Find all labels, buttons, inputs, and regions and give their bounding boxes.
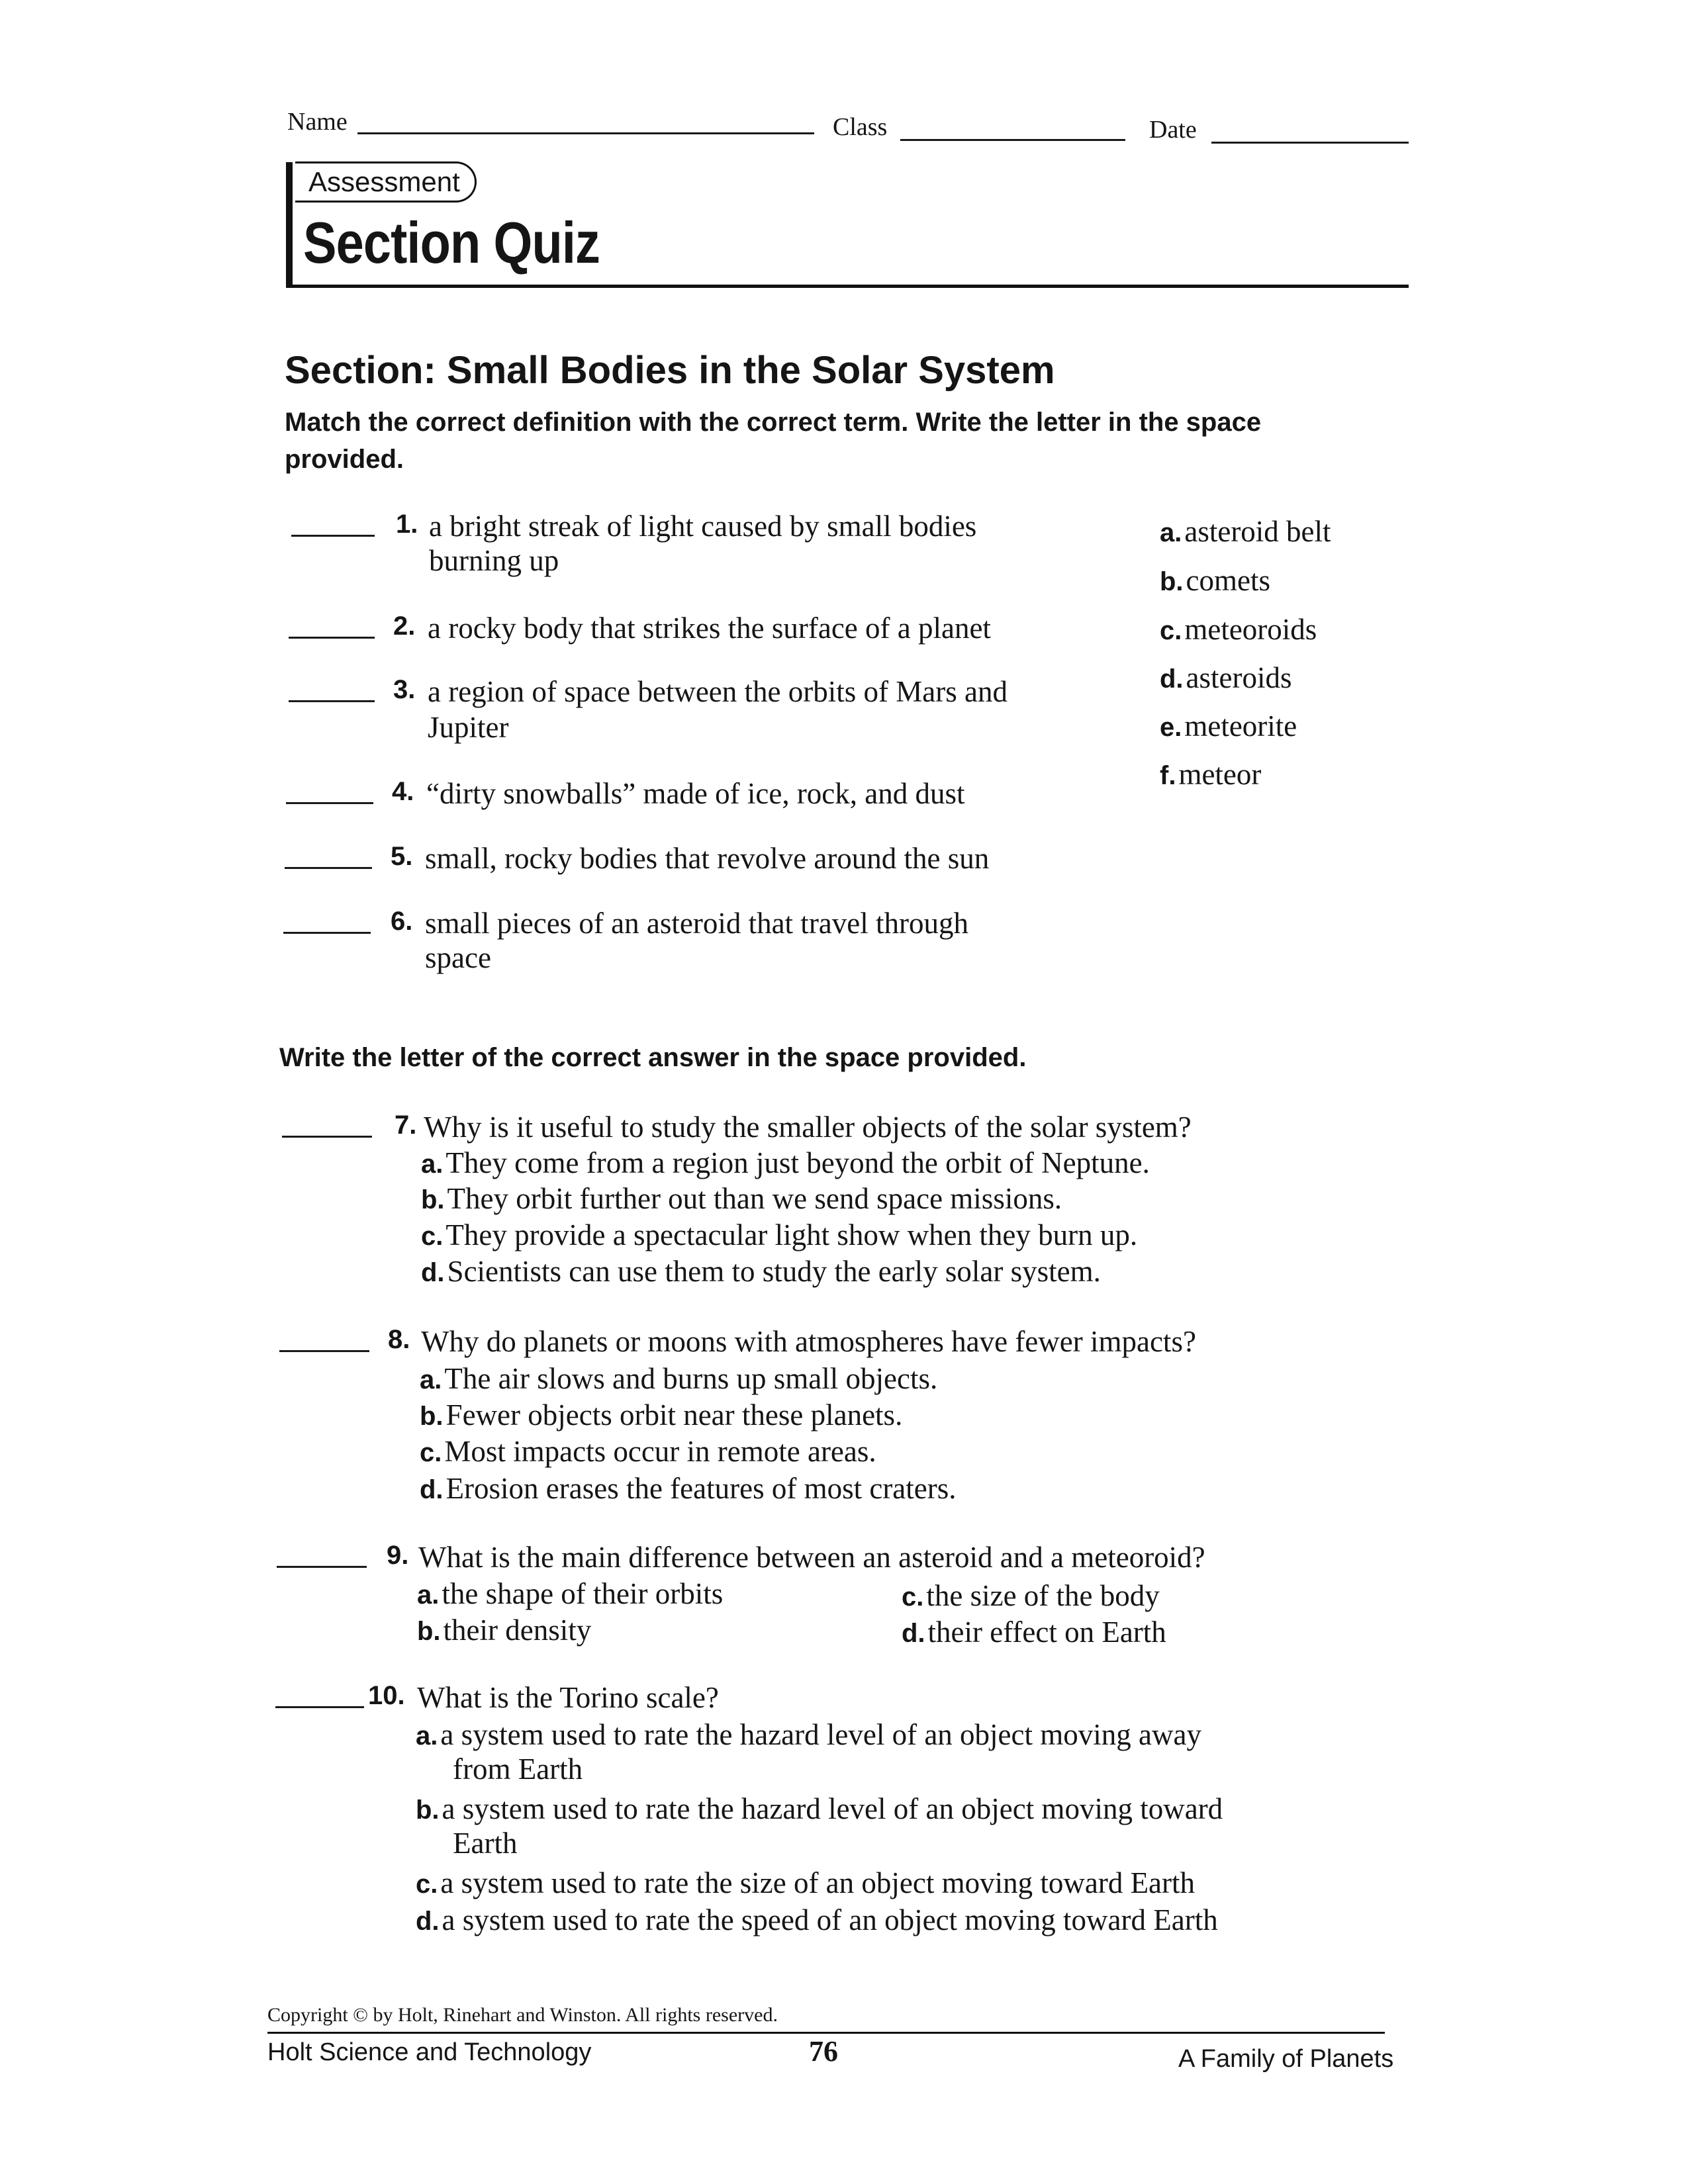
answer-blank-3[interactable] — [289, 700, 375, 702]
term-letter: d. — [1160, 664, 1184, 694]
term-letter: e. — [1160, 713, 1182, 742]
term-letter: b. — [1160, 567, 1184, 596]
answer-blank-5[interactable] — [285, 867, 372, 869]
definition-text: small, rocky bodies that revolve around the sun — [425, 842, 990, 875]
option-text: They come from a region just beyond the orbit of Neptune. — [445, 1146, 1150, 1179]
instructions-matching: Match the correct definition with the correct term. Write the letter in the space provided. — [285, 408, 1262, 474]
answer-blank-10[interactable] — [275, 1706, 364, 1708]
class-label: Class — [833, 113, 888, 141]
class-field[interactable] — [900, 139, 1125, 141]
option-a — [420, 1361, 937, 1396]
date-label: Date — [1149, 116, 1197, 144]
option-text: Scientists can use them to study the early solar system. — [447, 1255, 1101, 1288]
option-text: They orbit further out than we send space missions. — [447, 1182, 1062, 1215]
chapter-title: A Family of Planets — [1178, 2045, 1394, 2073]
answer-blank-4[interactable] — [286, 802, 373, 804]
option-a — [417, 1576, 723, 1612]
option-c — [420, 1433, 876, 1469]
option-d — [902, 1614, 1166, 1650]
question-text: What is the main difference between an asteroid and a meteoroid? — [418, 1541, 1205, 1574]
question-number: 9. — [387, 1541, 409, 1570]
question-number: 4. — [392, 777, 414, 806]
option-text-cont: from Earth — [453, 1752, 583, 1786]
definition-text: “dirty snowballs” made of ice, rock, and dust — [426, 777, 965, 810]
question-number: 1. — [396, 510, 418, 539]
page-number: 76 — [809, 2035, 838, 2068]
option-d — [420, 1471, 957, 1506]
option-letter: c. — [902, 1582, 924, 1612]
definition-text: a bright streak of light caused by small bodies — [429, 510, 977, 543]
instructions-multiple-choice: Write the letter of the correct answer in the space provided. — [279, 1043, 1027, 1072]
option-c — [902, 1578, 1160, 1614]
option-letter: d. — [420, 1475, 444, 1504]
option-text: a system used to rate the hazard level of an object moving toward — [442, 1792, 1223, 1825]
question-number: 2. — [393, 612, 416, 641]
term-letter: a. — [1160, 518, 1182, 547]
definition-text: a rocky body that strikes the surface of a planet — [428, 612, 991, 645]
option-text: The air slows and burns up small objects. — [444, 1362, 938, 1395]
answer-blank-7[interactable] — [282, 1136, 372, 1138]
option-letter: b. — [421, 1185, 445, 1214]
term-text: meteorite — [1184, 709, 1297, 743]
definition-text: small pieces of an asteroid that travel through — [425, 907, 968, 940]
question-text: Why is it useful to study the smaller objects of the solar system? — [424, 1111, 1192, 1144]
definition-text-cont: burning up — [429, 544, 559, 577]
answer-blank-1[interactable] — [291, 535, 375, 537]
option-b — [417, 1612, 591, 1648]
term-text: asteroid belt — [1184, 515, 1331, 548]
option-a — [416, 1717, 1201, 1752]
option-b — [421, 1181, 1062, 1216]
answer-blank-2[interactable] — [289, 637, 375, 639]
option-text: a system used to rate the speed of an object moving toward Earth — [442, 1903, 1218, 1936]
answer-blank-8[interactable] — [279, 1350, 369, 1352]
option-letter: c. — [421, 1222, 444, 1251]
assessment-tag: Assessment — [295, 161, 477, 203]
title-rule — [286, 285, 1409, 288]
section-title: Section: Small Bodies in the Solar System — [285, 349, 1055, 392]
name-label: Name — [287, 108, 348, 136]
option-letter: a. — [416, 1721, 438, 1751]
term-e — [1160, 708, 1297, 744]
term-b — [1160, 563, 1270, 598]
option-d — [421, 1253, 1101, 1289]
answer-blank-6[interactable] — [283, 932, 371, 934]
option-b — [420, 1397, 902, 1433]
option-letter: b. — [417, 1617, 441, 1646]
term-letter: c. — [1160, 616, 1182, 645]
question-text: Why do planets or moons with atmospheres have fewer impacts? — [421, 1325, 1196, 1358]
option-a — [421, 1145, 1150, 1181]
definition-text-cont: space — [425, 941, 491, 974]
question-number: 8. — [388, 1325, 410, 1354]
option-letter: a. — [417, 1580, 440, 1610]
definition-text: a region of space between the orbits of Mars and — [428, 675, 1008, 708]
question-number: 7. — [395, 1111, 417, 1140]
option-letter: b. — [416, 1796, 440, 1825]
term-a — [1160, 514, 1331, 549]
option-text: their effect on Earth — [927, 1615, 1166, 1649]
option-text: They provide a spectacular light show when they burn up. — [445, 1218, 1138, 1251]
term-f — [1160, 756, 1261, 792]
option-c — [416, 1865, 1195, 1901]
term-text: meteoroids — [1184, 613, 1317, 646]
option-text: Fewer objects orbit near these planets. — [445, 1398, 903, 1432]
option-d — [416, 1902, 1218, 1938]
option-text: their density — [443, 1614, 592, 1647]
option-text: the size of the body — [926, 1579, 1160, 1612]
term-text: meteor — [1178, 758, 1262, 791]
copyright-notice: Copyright © by Holt, Rinehart and Winston. All rights reserved. — [267, 2004, 778, 2026]
publisher-name: Holt Science and Technology — [267, 2038, 592, 2066]
option-text: a system used to rate the hazard level of an object moving away — [440, 1718, 1201, 1751]
option-letter: b. — [420, 1402, 444, 1431]
question-text: What is the Torino scale? — [417, 1681, 719, 1714]
option-letter: d. — [902, 1619, 925, 1648]
option-text: Erosion erases the features of most craters. — [445, 1472, 957, 1505]
question-number: 5. — [391, 842, 413, 871]
term-c — [1160, 612, 1317, 647]
question-number: 10. — [368, 1681, 405, 1710]
definition-text-cont: Jupiter — [428, 711, 509, 744]
name-field[interactable] — [357, 132, 814, 134]
option-letter: a. — [421, 1150, 444, 1179]
option-text: the shape of their orbits — [442, 1577, 724, 1610]
page-title: Section Quiz — [303, 210, 600, 275]
term-d — [1160, 660, 1292, 696]
option-c — [421, 1217, 1137, 1253]
option-letter: d. — [416, 1907, 440, 1936]
option-text: Most impacts occur in remote areas. — [444, 1435, 876, 1468]
option-letter: d. — [421, 1258, 445, 1287]
term-letter: f. — [1160, 761, 1176, 790]
date-field[interactable] — [1211, 142, 1409, 144]
term-text: comets — [1186, 564, 1271, 597]
header-vertical-bar — [286, 162, 293, 285]
answer-blank-9[interactable] — [277, 1566, 367, 1568]
option-letter: c. — [416, 1870, 438, 1899]
option-text: a system used to rate the size of an object moving toward Earth — [440, 1866, 1196, 1899]
question-number: 6. — [391, 907, 413, 936]
option-letter: a. — [420, 1365, 442, 1394]
option-letter: c. — [420, 1438, 442, 1467]
term-text: asteroids — [1186, 661, 1292, 694]
question-number: 3. — [393, 675, 416, 704]
option-text-cont: Earth — [453, 1827, 518, 1860]
footer-rule — [267, 2032, 1385, 2034]
option-b — [416, 1791, 1223, 1827]
